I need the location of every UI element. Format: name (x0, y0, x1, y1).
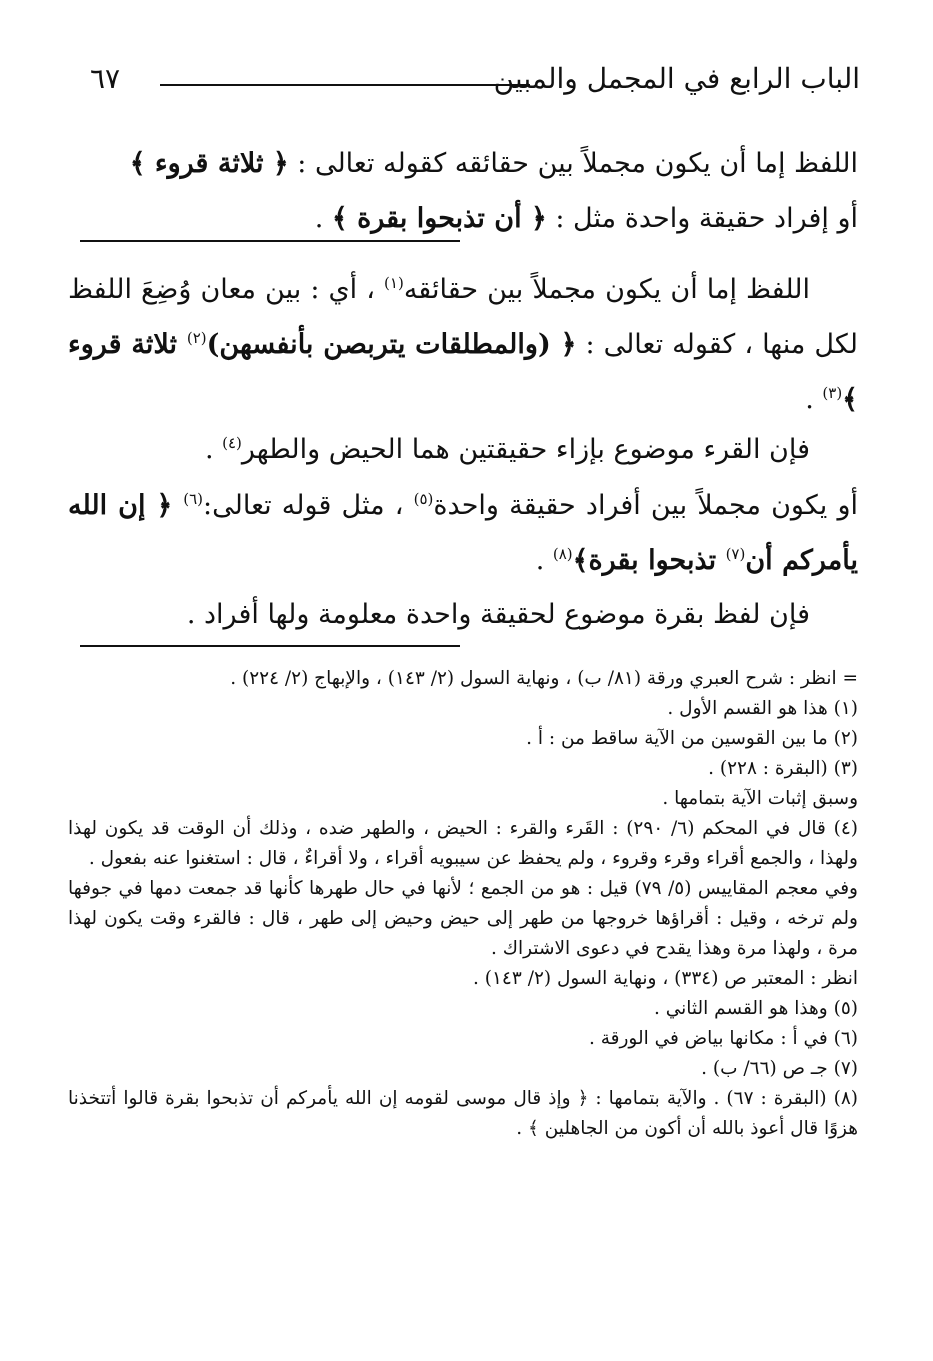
body-text: . (805, 384, 823, 415)
footnote-ref: (٢) (186, 329, 207, 347)
quran-quote: ﴿ ثلاثة قروء ﴾ (129, 148, 289, 179)
footnotes (68, 664, 858, 1144)
footnote-4: (٤) قال في المحكم (٦/ ٢٩٠) : القَرء والقرء : الحيض ، والطهر ضده ، وذلك أن الوقت قد يكون لهذا ولهذا ، والجمع أقراء وقرء وقروء ، ولم يحفظ عن سيبويه أقراء ، ولا أقراءٌ ، قال : استغنوا عنه بفعول . (68, 818, 858, 869)
footnote-continued: = انظر : شرح العبري ورقة (٨١/ ب) ، ونهاية السول (٢/ ١٤٣) ، والإبهاج (٢/ ٢٢٤) . (230, 668, 858, 689)
quran-quote: تذبحوا بقرة﴾ (572, 545, 726, 576)
body-text: اللفظ إما أن يكون مجملاً بين حقائقه (403, 274, 810, 305)
body-text: . (204, 434, 223, 465)
page-number: ٦٧ (90, 62, 121, 95)
footnote-2: (٢) ما بين القوسين من الآية ساقط من : أ . (526, 728, 858, 749)
summary-text: . (314, 203, 332, 234)
footnote-8: (٨) (البقرة : ٦٧) . والآية بتمامها : ﴿ وإذ قال موسى لقومه إن الله يأمركم أن تذبحوا بقرة قالوا أتتخذنا هزوًا قال أعوذ بالله أن أكون من الجاهلين ﴾ . (68, 1088, 858, 1139)
summary-line-2 (68, 191, 858, 246)
footnote-7: (٧) جـ ص (٦٦/ ب) . (701, 1058, 858, 1079)
quran-quote: ثلاثة قروء ﴾ (68, 329, 858, 415)
paragraph-2 (68, 422, 858, 477)
body-text: أو يكون مجملاً بين أفراد حقيقة واحدة (433, 490, 858, 521)
body-text: ، مثل قوله تعالى: (203, 490, 414, 521)
quran-quote: ﴿ إن الله يأمركم أن (68, 490, 858, 576)
header-rule (160, 84, 530, 86)
footnote-3-note: وسبق إثبات الآية بتمامها . (662, 788, 858, 809)
footnote-1: (١) هذا هو القسم الأول . (667, 698, 858, 719)
footnote-ref: (٨) (552, 545, 573, 563)
page-header (90, 62, 860, 106)
summary-line-1 (68, 136, 858, 191)
quran-quote: ﴿ (والمطلقات يتربصن بأنفسهن) (206, 329, 577, 360)
quran-quote: ﴿ أن تذبحوا بقرة ﴾ (331, 203, 547, 234)
paragraph-3 (68, 478, 858, 588)
summary-block (68, 136, 858, 246)
summary-text: أو إفراد حقيقة واحدة مثل : (546, 203, 858, 234)
footnote-ref: (٤) (222, 434, 242, 452)
footnote-ref: (٥) (413, 490, 434, 508)
footnote-separator (80, 645, 460, 647)
footnote-4-note: وفي معجم المقاييس (٥/ ٧٩) قيل : هو من الجمع ؛ لأنها في حال طهرها كأنها قد جمعت دمها في جوفها ولم ترخه ، وقيل : أقراؤها خروجها من طهر إلى حيض وحيض إلى طهر ، قال : فالقرء وقت يكون لهذا مرة ، ولهذا مرة وهذا يقدح في دعوى الاشتراك . (68, 878, 858, 959)
summary-underline (80, 240, 460, 242)
body-text: ، أي : بين معان وُضِعَ اللفظ لكل منها ، كقوله تعالى : (68, 274, 858, 360)
footnote-6: (٦) في أ : مكانها بياض في الورقة . (588, 1028, 858, 1049)
paragraph-1 (68, 262, 858, 427)
summary-text: اللفظ إما أن يكون مجملاً بين حقائقه كقوله تعالى : (288, 148, 858, 179)
footnote-3: (٣) (البقرة : ٢٢٨) . (708, 758, 858, 779)
body-text: فإن لفظ بقرة موضوع لحقيقة واحدة معلومة ولها أفراد . (186, 599, 810, 630)
footnote-ref: (٣) (822, 384, 843, 402)
footnote-5: (٥) وهذا هو القسم الثاني . (653, 998, 858, 1019)
body-text: . (535, 545, 553, 576)
running-title: الباب الرابع في المجمل والمبين (493, 62, 860, 95)
footnote-4-see: انظر : المعتبر ص (٣٣٤) ، ونهاية السول (٢/ ١٤٣) . (473, 968, 858, 989)
footnote-ref: (١) (384, 274, 404, 292)
body-text: فإن القرء موضوع بإزاء حقيقتين هما الحيض والطهر (241, 434, 810, 465)
footnote-ref: (٦) (183, 490, 204, 508)
footnote-ref: (٧) (725, 545, 746, 563)
paragraph-4 (68, 587, 858, 642)
